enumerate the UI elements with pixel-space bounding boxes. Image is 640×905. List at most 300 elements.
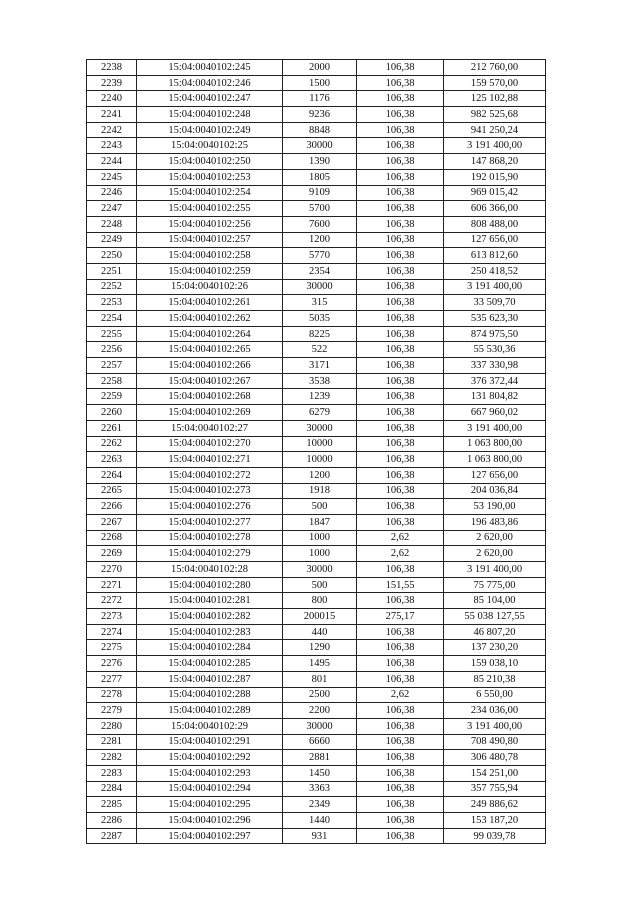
unit-value-cell: 106,38	[357, 671, 444, 687]
cadastral-number-cell: 15:04:0040102:293	[137, 765, 283, 781]
area-cell: 801	[283, 671, 357, 687]
unit-value-cell: 106,38	[357, 734, 444, 750]
cadastral-number-cell: 15:04:0040102:285	[137, 656, 283, 672]
unit-value-cell: 106,38	[357, 483, 444, 499]
unit-value-cell: 106,38	[357, 781, 444, 797]
table-row	[87, 593, 546, 609]
unit-value-cell: 106,38	[357, 138, 444, 154]
cadastral-number-cell: 15:04:0040102:272	[137, 467, 283, 483]
cadastral-value-cell: 3 191 400,00	[444, 718, 546, 734]
row-number-cell: 2248	[87, 216, 137, 232]
cadastral-value-cell: 249 886,62	[444, 797, 546, 813]
area-cell: 2000	[283, 60, 357, 76]
area-cell: 1176	[283, 91, 357, 107]
area-cell: 8225	[283, 326, 357, 342]
table-row	[87, 828, 546, 844]
table-row	[87, 420, 546, 436]
cadastral-number-cell: 15:04:0040102:262	[137, 311, 283, 327]
table-row	[87, 326, 546, 342]
cadastral-value-cell: 874 975,50	[444, 326, 546, 342]
table-row	[87, 640, 546, 656]
row-number-cell: 2268	[87, 530, 137, 546]
row-number-cell: 2270	[87, 562, 137, 578]
cadastral-number-cell: 15:04:0040102:276	[137, 499, 283, 515]
cadastral-value-cell: 2 620,00	[444, 530, 546, 546]
cadastral-value-cell: 667 960,02	[444, 405, 546, 421]
unit-value-cell: 106,38	[357, 813, 444, 829]
cadastral-number-cell: 15:04:0040102:267	[137, 373, 283, 389]
table-row	[87, 609, 546, 625]
unit-value-cell: 151,55	[357, 577, 444, 593]
area-cell: 1000	[283, 546, 357, 562]
cadastral-value-cell: 613 812,60	[444, 248, 546, 264]
cadastral-number-cell: 15:04:0040102:246	[137, 75, 283, 91]
row-number-cell: 2266	[87, 499, 137, 515]
row-number-cell: 2251	[87, 263, 137, 279]
table-row	[87, 342, 546, 358]
table-row	[87, 91, 546, 107]
unit-value-cell: 2,62	[357, 546, 444, 562]
cadastral-number-cell: 15:04:0040102:284	[137, 640, 283, 656]
area-cell: 1440	[283, 813, 357, 829]
row-number-cell: 2265	[87, 483, 137, 499]
table-row	[87, 75, 546, 91]
cadastral-value-cell: 708 490,80	[444, 734, 546, 750]
area-cell: 2354	[283, 263, 357, 279]
cadastral-number-cell: 15:04:0040102:247	[137, 91, 283, 107]
row-number-cell: 2277	[87, 671, 137, 687]
row-number-cell: 2263	[87, 452, 137, 468]
cadastral-number-cell: 15:04:0040102:265	[137, 342, 283, 358]
row-number-cell: 2271	[87, 577, 137, 593]
area-cell: 2349	[283, 797, 357, 813]
unit-value-cell: 106,38	[357, 248, 444, 264]
cadastral-value-cell: 127 656,00	[444, 232, 546, 248]
table-row	[87, 405, 546, 421]
cadastral-number-cell: 15:04:0040102:278	[137, 530, 283, 546]
cadastral-value-cell: 99 039,78	[444, 828, 546, 844]
cadastral-number-cell: 15:04:0040102:297	[137, 828, 283, 844]
unit-value-cell: 106,38	[357, 797, 444, 813]
unit-value-cell: 106,38	[357, 765, 444, 781]
row-number-cell: 2247	[87, 201, 137, 217]
unit-value-cell: 106,38	[357, 373, 444, 389]
cadastral-value-cell: 3 191 400,00	[444, 420, 546, 436]
table-row	[87, 373, 546, 389]
cadastral-value-cell: 337 330,98	[444, 358, 546, 374]
cadastral-number-cell: 15:04:0040102:296	[137, 813, 283, 829]
cadastral-number-cell: 15:04:0040102:258	[137, 248, 283, 264]
area-cell: 7600	[283, 216, 357, 232]
row-number-cell: 2284	[87, 781, 137, 797]
table-row	[87, 138, 546, 154]
area-cell: 200015	[283, 609, 357, 625]
table-row	[87, 311, 546, 327]
area-cell: 1450	[283, 765, 357, 781]
unit-value-cell: 106,38	[357, 389, 444, 405]
row-number-cell: 2282	[87, 750, 137, 766]
row-number-cell: 2245	[87, 169, 137, 185]
unit-value-cell: 106,38	[357, 154, 444, 170]
cadastral-value-cell: 1 063 800,00	[444, 452, 546, 468]
table-row	[87, 154, 546, 170]
cadastral-value-cell: 53 190,00	[444, 499, 546, 515]
row-number-cell: 2258	[87, 373, 137, 389]
row-number-cell: 2244	[87, 154, 137, 170]
cadastral-value-cell: 147 868,20	[444, 154, 546, 170]
cadastral-value-cell: 137 230,20	[444, 640, 546, 656]
unit-value-cell: 275,17	[357, 609, 444, 625]
row-number-cell: 2281	[87, 734, 137, 750]
unit-value-cell: 106,38	[357, 169, 444, 185]
cadastral-number-cell: 15:04:0040102:294	[137, 781, 283, 797]
unit-value-cell: 106,38	[357, 499, 444, 515]
unit-value-cell: 106,38	[357, 420, 444, 436]
cadastral-number-cell: 15:04:0040102:249	[137, 122, 283, 138]
cadastral-number-cell: 15:04:0040102:273	[137, 483, 283, 499]
cadastral-number-cell: 15:04:0040102:283	[137, 624, 283, 640]
area-cell: 500	[283, 499, 357, 515]
unit-value-cell: 2,62	[357, 530, 444, 546]
cadastral-value-cell: 192 015,90	[444, 169, 546, 185]
cadastral-number-cell: 15:04:0040102:264	[137, 326, 283, 342]
table-row	[87, 232, 546, 248]
area-cell: 1918	[283, 483, 357, 499]
table-row	[87, 295, 546, 311]
cadastral-number-cell: 15:04:0040102:29	[137, 718, 283, 734]
row-number-cell: 2249	[87, 232, 137, 248]
cadastral-number-cell: 15:04:0040102:295	[137, 797, 283, 813]
cadastral-number-cell: 15:04:0040102:268	[137, 389, 283, 405]
row-number-cell: 2272	[87, 593, 137, 609]
row-number-cell: 2279	[87, 703, 137, 719]
cadastral-number-cell: 15:04:0040102:288	[137, 687, 283, 703]
unit-value-cell: 106,38	[357, 107, 444, 123]
unit-value-cell: 106,38	[357, 263, 444, 279]
table-row	[87, 781, 546, 797]
cadastral-number-cell: 15:04:0040102:292	[137, 750, 283, 766]
unit-value-cell: 106,38	[357, 216, 444, 232]
unit-value-cell: 106,38	[357, 201, 444, 217]
cadastral-number-cell: 15:04:0040102:250	[137, 154, 283, 170]
area-cell: 800	[283, 593, 357, 609]
row-number-cell: 2253	[87, 295, 137, 311]
cadastral-value-cell: 55 038 127,55	[444, 609, 546, 625]
table-row	[87, 718, 546, 734]
cadastral-number-cell: 15:04:0040102:266	[137, 358, 283, 374]
area-cell: 440	[283, 624, 357, 640]
cadastral-value-cell: 2 620,00	[444, 546, 546, 562]
row-number-cell: 2287	[87, 828, 137, 844]
cadastral-value-table	[86, 59, 546, 844]
unit-value-cell: 2,62	[357, 687, 444, 703]
area-cell: 10000	[283, 452, 357, 468]
table-row	[87, 169, 546, 185]
table-row	[87, 499, 546, 515]
table-row	[87, 483, 546, 499]
row-number-cell: 2242	[87, 122, 137, 138]
cadastral-value-cell: 85 210,38	[444, 671, 546, 687]
unit-value-cell: 106,38	[357, 75, 444, 91]
row-number-cell: 2246	[87, 185, 137, 201]
table-row	[87, 467, 546, 483]
cadastral-number-cell: 15:04:0040102:279	[137, 546, 283, 562]
unit-value-cell: 106,38	[357, 624, 444, 640]
row-number-cell: 2275	[87, 640, 137, 656]
unit-value-cell: 106,38	[357, 593, 444, 609]
area-cell: 2200	[283, 703, 357, 719]
area-cell: 9109	[283, 185, 357, 201]
unit-value-cell: 106,38	[357, 279, 444, 295]
unit-value-cell: 106,38	[357, 358, 444, 374]
unit-value-cell: 106,38	[357, 703, 444, 719]
cadastral-value-cell: 3 191 400,00	[444, 279, 546, 295]
row-number-cell: 2250	[87, 248, 137, 264]
area-cell: 500	[283, 577, 357, 593]
row-number-cell: 2264	[87, 467, 137, 483]
cadastral-number-cell: 15:04:0040102:289	[137, 703, 283, 719]
area-cell: 2500	[283, 687, 357, 703]
area-cell: 1805	[283, 169, 357, 185]
row-number-cell: 2283	[87, 765, 137, 781]
row-number-cell: 2260	[87, 405, 137, 421]
unit-value-cell: 106,38	[357, 342, 444, 358]
table-row	[87, 577, 546, 593]
unit-value-cell: 106,38	[357, 311, 444, 327]
area-cell: 931	[283, 828, 357, 844]
unit-value-cell: 106,38	[357, 405, 444, 421]
table-row	[87, 201, 546, 217]
row-number-cell: 2269	[87, 546, 137, 562]
row-number-cell: 2262	[87, 436, 137, 452]
area-cell: 9236	[283, 107, 357, 123]
table-row	[87, 546, 546, 562]
cadastral-number-cell: 15:04:0040102:28	[137, 562, 283, 578]
table-row	[87, 703, 546, 719]
row-number-cell: 2285	[87, 797, 137, 813]
area-cell: 1500	[283, 75, 357, 91]
cadastral-value-cell: 131 804,82	[444, 389, 546, 405]
table-row	[87, 436, 546, 452]
area-cell: 30000	[283, 420, 357, 436]
table-row	[87, 562, 546, 578]
row-number-cell: 2255	[87, 326, 137, 342]
cadastral-value-cell: 357 755,94	[444, 781, 546, 797]
cadastral-number-cell: 15:04:0040102:282	[137, 609, 283, 625]
row-number-cell: 2276	[87, 656, 137, 672]
unit-value-cell: 106,38	[357, 326, 444, 342]
cadastral-value-cell: 212 760,00	[444, 60, 546, 76]
cadastral-value-cell: 6 550,00	[444, 687, 546, 703]
table-row	[87, 60, 546, 76]
area-cell: 1290	[283, 640, 357, 656]
unit-value-cell: 106,38	[357, 640, 444, 656]
table-body	[87, 60, 546, 844]
table-row	[87, 216, 546, 232]
row-number-cell: 2267	[87, 514, 137, 530]
cadastral-value-cell: 159 038,10	[444, 656, 546, 672]
table-row	[87, 107, 546, 123]
cadastral-number-cell: 15:04:0040102:270	[137, 436, 283, 452]
row-number-cell: 2280	[87, 718, 137, 734]
unit-value-cell: 106,38	[357, 467, 444, 483]
unit-value-cell: 106,38	[357, 232, 444, 248]
cadastral-value-cell: 75 775,00	[444, 577, 546, 593]
unit-value-cell: 106,38	[357, 122, 444, 138]
cadastral-value-cell: 250 418,52	[444, 263, 546, 279]
table-row	[87, 389, 546, 405]
cadastral-value-cell: 606 366,00	[444, 201, 546, 217]
cadastral-number-cell: 15:04:0040102:255	[137, 201, 283, 217]
cadastral-number-cell: 15:04:0040102:271	[137, 452, 283, 468]
unit-value-cell: 106,38	[357, 750, 444, 766]
cadastral-value-cell: 153 187,20	[444, 813, 546, 829]
area-cell: 30000	[283, 562, 357, 578]
row-number-cell: 2286	[87, 813, 137, 829]
unit-value-cell: 106,38	[357, 562, 444, 578]
cadastral-number-cell: 15:04:0040102:25	[137, 138, 283, 154]
cadastral-value-cell: 982 525,68	[444, 107, 546, 123]
cadastral-value-cell: 33 509,70	[444, 295, 546, 311]
table-row	[87, 530, 546, 546]
cadastral-number-cell: 15:04:0040102:256	[137, 216, 283, 232]
row-number-cell: 2259	[87, 389, 137, 405]
area-cell: 30000	[283, 279, 357, 295]
cadastral-number-cell: 15:04:0040102:257	[137, 232, 283, 248]
table-row	[87, 750, 546, 766]
row-number-cell: 2252	[87, 279, 137, 295]
area-cell: 5035	[283, 311, 357, 327]
table-row	[87, 765, 546, 781]
cadastral-value-cell: 159 570,00	[444, 75, 546, 91]
table-row	[87, 279, 546, 295]
cadastral-value-cell: 196 483,86	[444, 514, 546, 530]
row-number-cell: 2238	[87, 60, 137, 76]
cadastral-number-cell: 15:04:0040102:269	[137, 405, 283, 421]
cadastral-number-cell: 15:04:0040102:259	[137, 263, 283, 279]
table-row	[87, 734, 546, 750]
cadastral-number-cell: 15:04:0040102:245	[137, 60, 283, 76]
area-cell: 30000	[283, 718, 357, 734]
row-number-cell: 2254	[87, 311, 137, 327]
cadastral-value-cell: 808 488,00	[444, 216, 546, 232]
row-number-cell: 2274	[87, 624, 137, 640]
cadastral-value-cell: 3 191 400,00	[444, 138, 546, 154]
table-row	[87, 687, 546, 703]
cadastral-number-cell: 15:04:0040102:254	[137, 185, 283, 201]
cadastral-number-cell: 15:04:0040102:27	[137, 420, 283, 436]
table-row	[87, 514, 546, 530]
unit-value-cell: 106,38	[357, 718, 444, 734]
table-row	[87, 452, 546, 468]
table-row	[87, 358, 546, 374]
cadastral-number-cell: 15:04:0040102:291	[137, 734, 283, 750]
table-row	[87, 185, 546, 201]
area-cell: 6660	[283, 734, 357, 750]
cadastral-value-cell: 55 530,36	[444, 342, 546, 358]
cadastral-number-cell: 15:04:0040102:277	[137, 514, 283, 530]
table-row	[87, 122, 546, 138]
cadastral-number-cell: 15:04:0040102:248	[137, 107, 283, 123]
cadastral-value-cell: 1 063 800,00	[444, 436, 546, 452]
row-number-cell: 2240	[87, 91, 137, 107]
row-number-cell: 2239	[87, 75, 137, 91]
area-cell: 3363	[283, 781, 357, 797]
row-number-cell: 2278	[87, 687, 137, 703]
unit-value-cell: 106,38	[357, 656, 444, 672]
cadastral-value-cell: 969 015,42	[444, 185, 546, 201]
table-row	[87, 813, 546, 829]
cadastral-number-cell: 15:04:0040102:261	[137, 295, 283, 311]
unit-value-cell: 106,38	[357, 60, 444, 76]
area-cell: 1239	[283, 389, 357, 405]
row-number-cell: 2241	[87, 107, 137, 123]
area-cell: 10000	[283, 436, 357, 452]
area-cell: 1200	[283, 232, 357, 248]
cadastral-value-cell: 46 807,20	[444, 624, 546, 640]
row-number-cell: 2273	[87, 609, 137, 625]
unit-value-cell: 106,38	[357, 436, 444, 452]
table-row	[87, 656, 546, 672]
area-cell: 1000	[283, 530, 357, 546]
unit-value-cell: 106,38	[357, 514, 444, 530]
area-cell: 315	[283, 295, 357, 311]
unit-value-cell: 106,38	[357, 828, 444, 844]
area-cell: 1847	[283, 514, 357, 530]
row-number-cell: 2257	[87, 358, 137, 374]
row-number-cell: 2256	[87, 342, 137, 358]
cadastral-value-cell: 535 623,30	[444, 311, 546, 327]
cadastral-number-cell: 15:04:0040102:281	[137, 593, 283, 609]
cadastral-number-cell: 15:04:0040102:280	[137, 577, 283, 593]
unit-value-cell: 106,38	[357, 295, 444, 311]
cadastral-value-cell: 234 036,00	[444, 703, 546, 719]
cadastral-number-cell: 15:04:0040102:253	[137, 169, 283, 185]
cadastral-value-cell: 85 104,00	[444, 593, 546, 609]
area-cell: 1200	[283, 467, 357, 483]
area-cell: 1390	[283, 154, 357, 170]
table-row	[87, 263, 546, 279]
area-cell: 6279	[283, 405, 357, 421]
area-cell: 5770	[283, 248, 357, 264]
area-cell: 8848	[283, 122, 357, 138]
unit-value-cell: 106,38	[357, 452, 444, 468]
area-cell: 3171	[283, 358, 357, 374]
table-row	[87, 248, 546, 264]
table-row	[87, 671, 546, 687]
cadastral-value-cell: 125 102,88	[444, 91, 546, 107]
unit-value-cell: 106,38	[357, 91, 444, 107]
table-row	[87, 624, 546, 640]
row-number-cell: 2243	[87, 138, 137, 154]
cadastral-value-cell: 941 250,24	[444, 122, 546, 138]
cadastral-value-cell: 3 191 400,00	[444, 562, 546, 578]
area-cell: 522	[283, 342, 357, 358]
area-cell: 1495	[283, 656, 357, 672]
area-cell: 5700	[283, 201, 357, 217]
table-row	[87, 797, 546, 813]
cadastral-number-cell: 15:04:0040102:26	[137, 279, 283, 295]
area-cell: 2881	[283, 750, 357, 766]
row-number-cell: 2261	[87, 420, 137, 436]
cadastral-number-cell: 15:04:0040102:287	[137, 671, 283, 687]
area-cell: 30000	[283, 138, 357, 154]
cadastral-value-cell: 306 480,78	[444, 750, 546, 766]
area-cell: 3538	[283, 373, 357, 389]
cadastral-value-cell: 154 251,00	[444, 765, 546, 781]
cadastral-value-cell: 127 656,00	[444, 467, 546, 483]
cadastral-value-cell: 204 036,84	[444, 483, 546, 499]
